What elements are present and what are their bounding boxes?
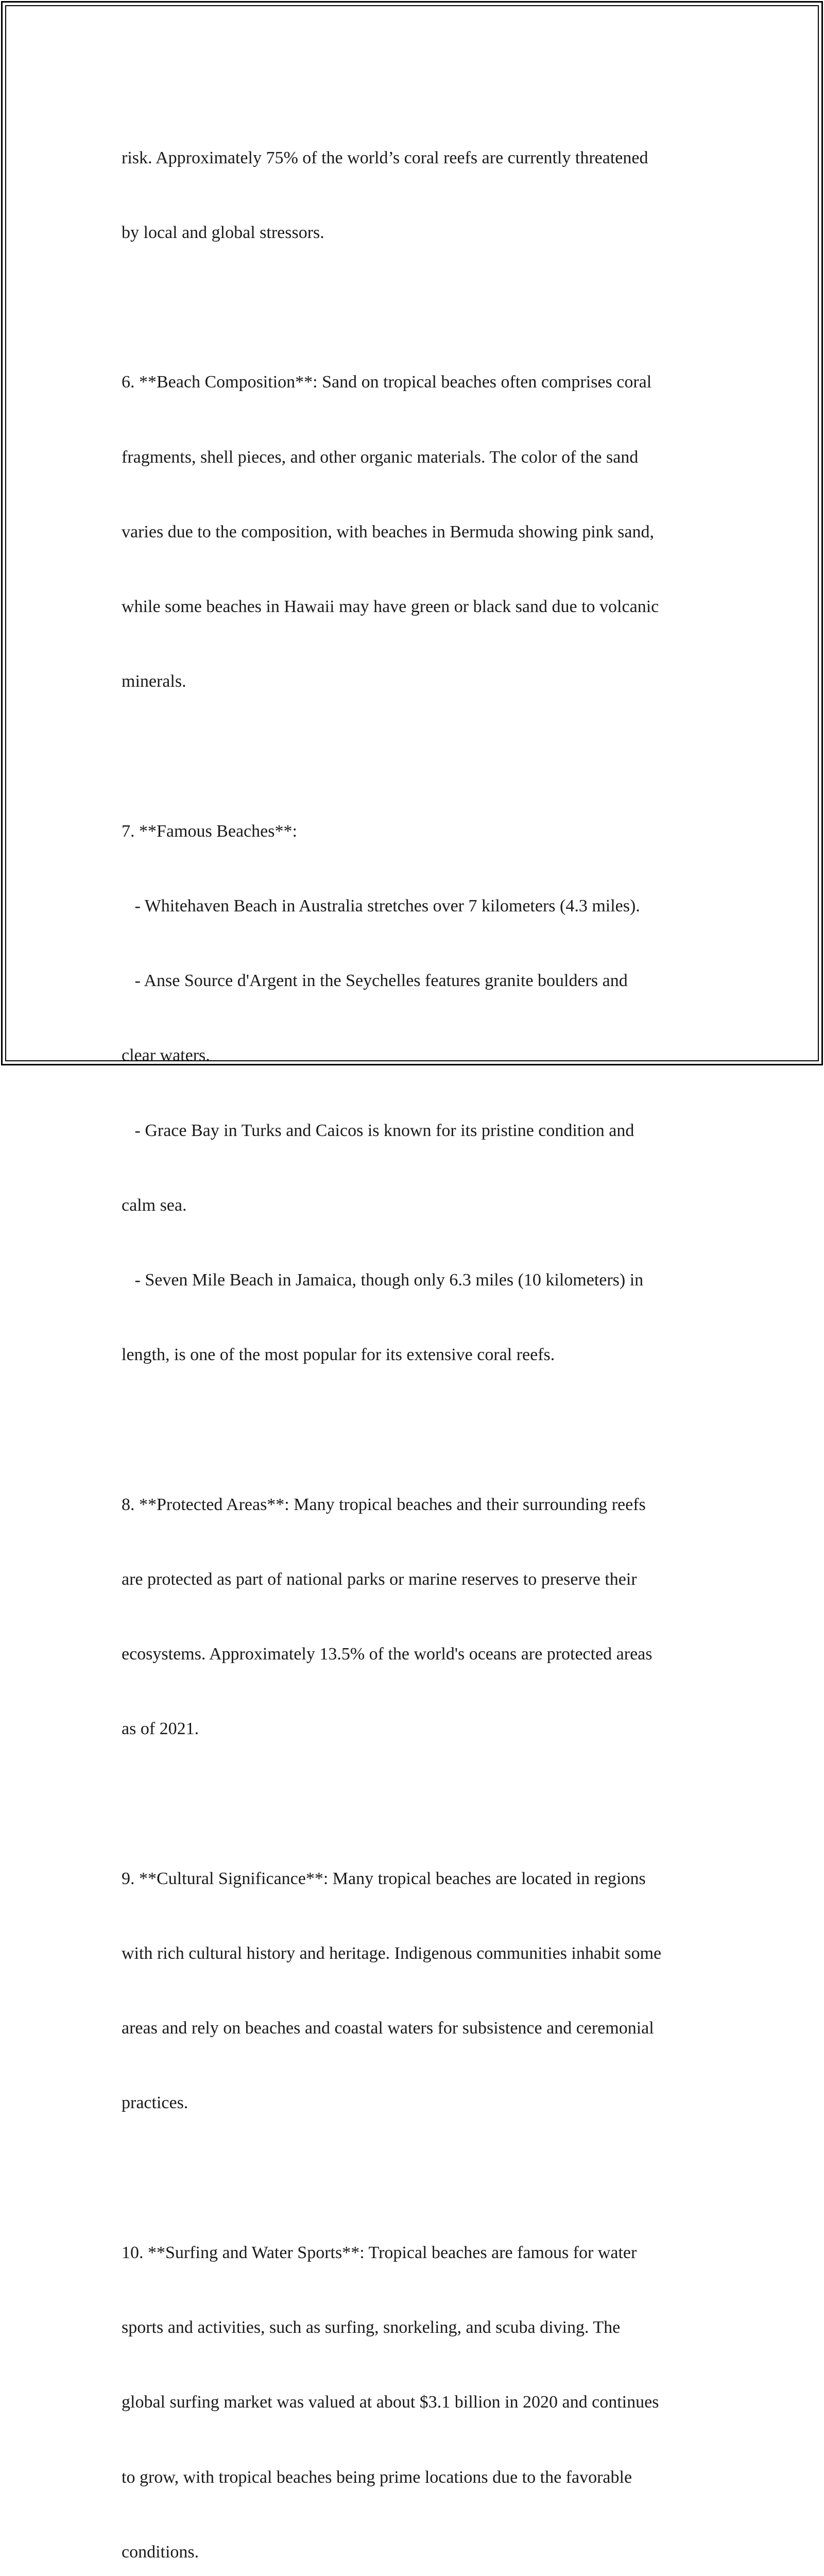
text-line: are protected as part of national parks or marine reserves to preserve their — [122, 1569, 637, 1589]
text-line: 6. **Beach Composition**: Sand on tropical beaches often comprises coral — [122, 372, 652, 392]
text-line: varies due to the composition, with beaches in Bermuda showing pink sand, — [122, 522, 654, 541]
text-line: calm sea. — [122, 1195, 187, 1215]
text-line: conditions. — [122, 2542, 199, 2562]
text-line: while some beaches in Hawaii may have green or black sand due to volcanic — [122, 597, 659, 617]
text-line: as of 2021. — [122, 1719, 199, 1739]
text-line: - Anse Source d'Argent in the Seychelles features granite boulders and — [122, 971, 628, 991]
text-line: 7. **Famous Beaches**: — [122, 821, 297, 841]
paragraph-famous-beaches — [122, 769, 719, 1418]
text-line: - Grace Bay in Turks and Caicos is known for its pristine condition and — [122, 1121, 634, 1140]
text-line: risk. Approximately 75% of the world’s coral reefs are currently threatened — [122, 148, 648, 167]
paragraph-coral-risk — [122, 96, 719, 295]
text-line: 10. **Surfing and Water Sports**: Tropical beaches are famous for water — [122, 2243, 637, 2262]
text-line: practices. — [122, 2093, 188, 2113]
text-line: global surfing market was valued at about $3.1 billion in 2020 and continues — [122, 2393, 659, 2412]
text-line: 8. **Protected Areas**: Many tropical beaches and their surrounding reefs — [122, 1495, 646, 1514]
text-line: areas and rely on beaches and coastal waters for subsistence and ceremonial — [122, 2019, 654, 2038]
paragraph-beach-composition — [122, 320, 719, 744]
text-line: minerals. — [122, 672, 186, 691]
paragraph-protected-areas — [122, 1443, 719, 1792]
text-line: by local and global stressors. — [122, 223, 324, 243]
text-line: 9. **Cultural Significance**: Many tropical beaches are located in regions — [122, 1869, 646, 1888]
text-line: to grow, with tropical beaches being prime locations due to the favorable — [122, 2467, 632, 2487]
paragraph-surfing-water-sports — [122, 2191, 719, 2576]
text-line: ecosystems. Approximately 13.5% of the world's oceans are protected areas — [122, 1645, 653, 1664]
text-line: length, is one of the most popular for its extensive coral reefs. — [122, 1345, 555, 1365]
text-line: with rich cultural history and heritage. Indigenous communities inhabit some — [122, 1944, 662, 1963]
text-line: fragments, shell pieces, and other organic materials. The color of the sand — [122, 447, 639, 467]
paragraph-cultural-significance — [122, 1817, 719, 2166]
document-body — [122, 96, 719, 2576]
text-line: - Seven Mile Beach in Jamaica, though only 6.3 miles (10 kilometers) in — [122, 1270, 644, 1290]
text-line: clear waters. — [122, 1046, 210, 1065]
text-line: sports and activities, such as surfing, snorkeling, and scuba diving. The — [122, 2318, 621, 2337]
text-line: - Whitehaven Beach in Australia stretches over 7 kilometers (4.3 miles). — [122, 896, 640, 916]
